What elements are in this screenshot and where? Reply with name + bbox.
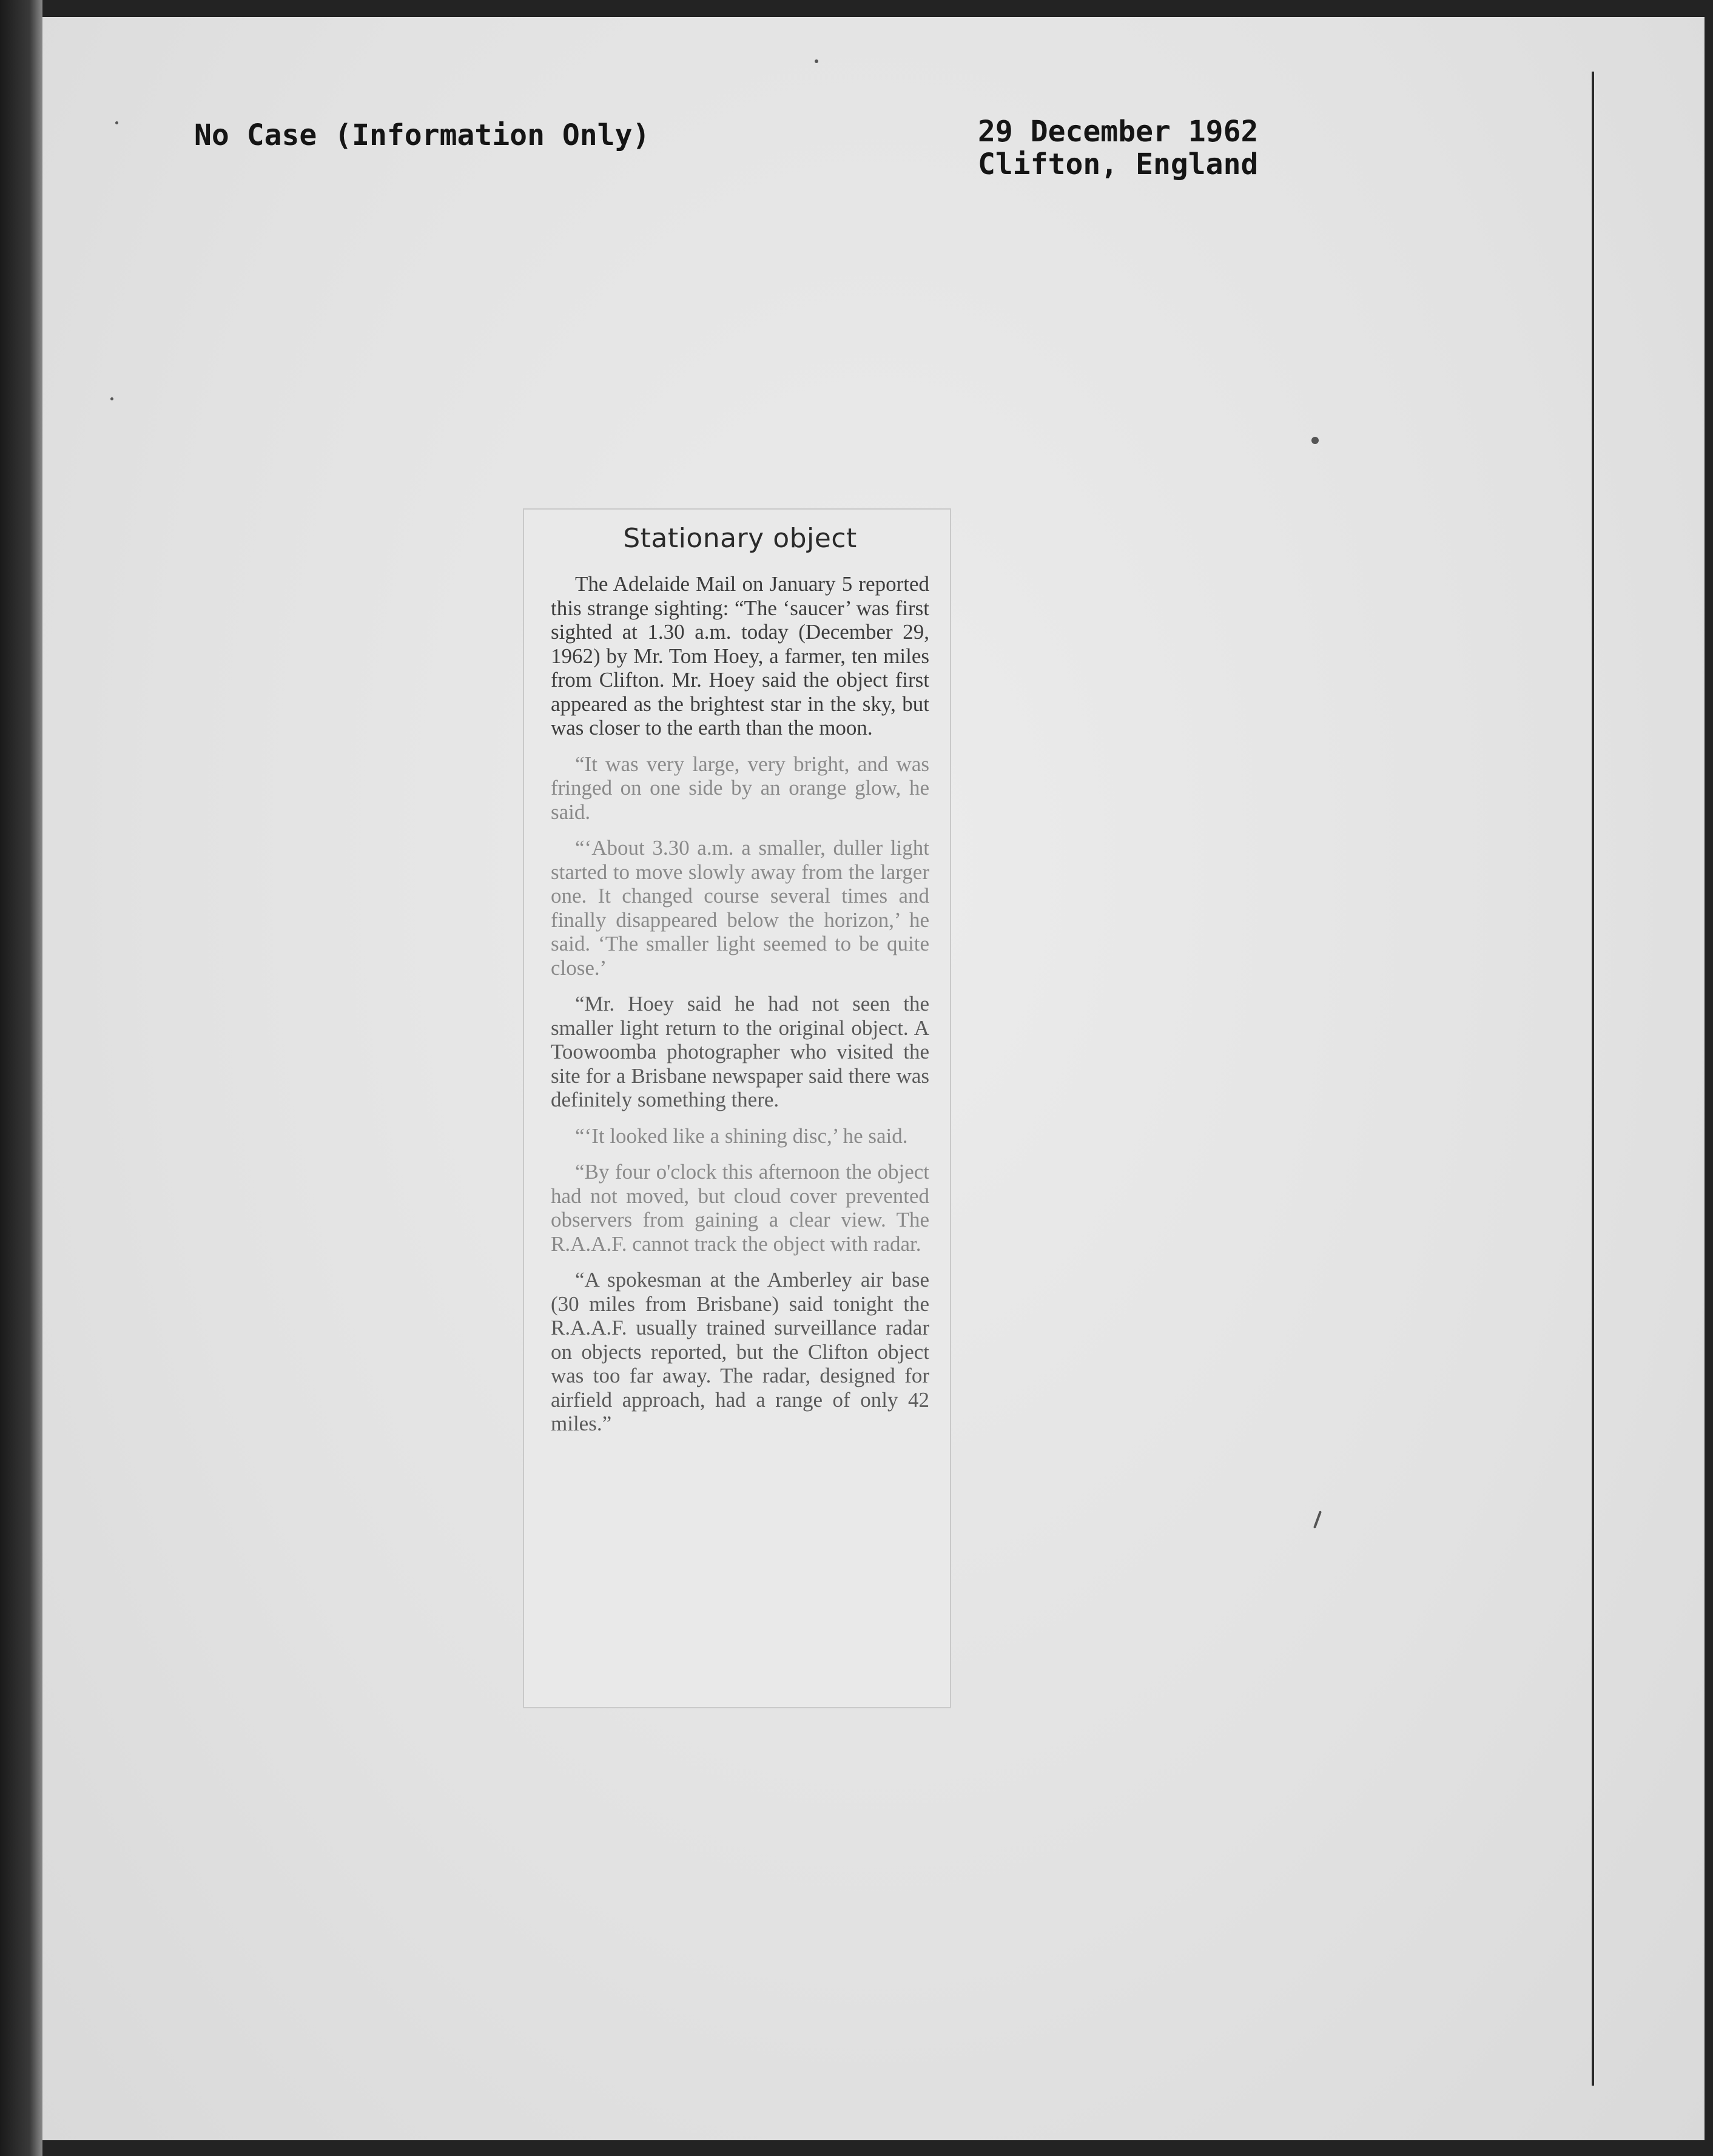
scan-speck xyxy=(115,121,118,124)
newspaper-clipping xyxy=(523,508,951,1708)
date-location-block xyxy=(978,115,1258,181)
right-margin-rule xyxy=(1592,72,1594,2086)
clipping-paragraph: “‘About 3.30 a.m. a smaller, duller light started to move slowly away from the larger one. It changed course several times and finally disappeared below the horizon,’ he said. ‘The smaller light seemed to be quite close.’ xyxy=(551,836,929,980)
clipping-paragraph: “Mr. Hoey said he had not seen the smaller light return to the original object. A Toowoomba photographer who visited the site for a Brisbane newspaper said there was definitely something there. xyxy=(551,992,929,1111)
clipping-paragraph: “‘It looked like a shining disc,’ he said. xyxy=(575,1123,908,1148)
scan-speck xyxy=(815,59,818,63)
case-status-heading: No Case (Information Only) xyxy=(194,118,650,152)
scan-left-edge-shadow xyxy=(0,0,42,2156)
clipping-paragraph: “By four o'clock this afternoon the object had not moved, but cloud cover prevented observers from gaining a clear view. The R.A.A.F. cannot track the object with radar. xyxy=(551,1160,929,1256)
report-date: 29 December 1962 xyxy=(978,115,1259,149)
scan-speck xyxy=(110,397,113,400)
clipping-paragraph: “A spokesman at the Amberley air base (30 miles from Brisbane) said tonight the R.A.A.F. usually trained surveillance radar on objects reported, but the Clifton object was too far away. The radar, designed for airfield approach, had a range of only 42 miles.” xyxy=(551,1268,929,1435)
clipping-paragraph: The Adelaide Mail on January 5 reported this strange sighting: “The ‘saucer’ was first sighted at 1.30 a.m. today (December 29, 1962) by Mr. Tom Hoey, a farmer, ten miles from Clifton. Mr. Hoey said the object first appeared as the brightest star in the sky, but was closer to the earth than the moon. xyxy=(551,572,929,739)
report-location: Clifton, England xyxy=(978,147,1259,181)
clipping-title: Stationary object xyxy=(623,523,857,554)
clipping-paragraph: “It was very large, very bright, and was fringed on one side by an orange glow, he said. xyxy=(551,752,929,824)
scan-speck xyxy=(1311,437,1319,444)
